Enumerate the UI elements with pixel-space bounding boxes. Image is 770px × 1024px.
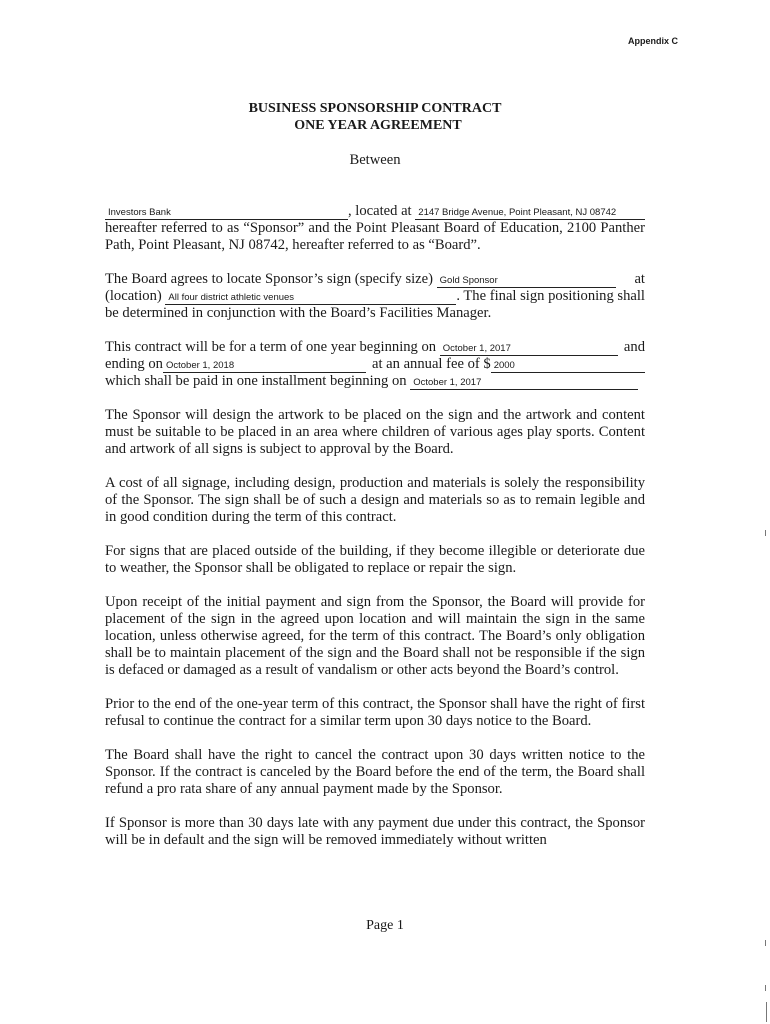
paragraph-placement: Upon receipt of the initial payment and sign from the Sponsor, the Board will provide for placement of the sign in the agreed upon location and will maintain the sign in the same location, unless otherwise agreed, for the term of this contract. The Board’s only obligation shall be to maintain placement of the sign and the Board shall not be responsible if the sign is defaced or damaged as a result of vandalism or other acts beyond the Board’s control. [105, 594, 645, 678]
location-field[interactable]: All four district athletic venues [165, 292, 456, 305]
scan-mark [765, 940, 766, 946]
installment-date-field[interactable]: October 1, 2017 [410, 377, 638, 390]
term-line [105, 339, 645, 356]
paragraph-cancel: The Board shall have the right to cancel the contract upon 30 days written notice to the Sponsor. If the contract is canceled by the Board before the end of the term, the Board shall refund a pro rata share of any annual payment made by the Sponsor. [105, 747, 645, 797]
paragraph-renewal: Prior to the end of the one-year term of this contract, the Sponsor shall have the right of first refusal to continue the contract for a similar term upon 30 days notice to the Board. [105, 696, 645, 729]
contract-title: BUSINESS SPONSORSHIP CONTRACT [248, 101, 502, 116]
positioning-text: . The final sign positioning shall [456, 288, 645, 304]
ending-on-text: ending on [105, 356, 163, 372]
installment-line [105, 373, 645, 390]
installment-text: which shall be paid in one installment beginning on [105, 373, 407, 389]
paragraph-facilities: be determined in conjunction with the Board’s Facilities Manager. [105, 305, 492, 321]
sponsor-address-field[interactable]: 2147 Bridge Avenue, Point Pleasant, NJ 08742 [415, 207, 645, 220]
scan-mark [765, 985, 766, 991]
term-text: This contract will be for a term of one year beginning on [105, 339, 437, 355]
sponsor-name-field[interactable]: Investors Bank [105, 207, 348, 220]
fee-text: at an annual fee of $ [371, 356, 491, 372]
scan-mark [766, 1002, 767, 1022]
located-at-text: , located at [348, 203, 412, 219]
location-line [105, 288, 645, 305]
contract-document [105, 100, 645, 849]
sponsor-line [105, 203, 645, 220]
and-text: and [623, 339, 645, 355]
start-date-field[interactable]: October 1, 2017 [440, 343, 618, 356]
between-label: Between [349, 152, 401, 168]
contract-subtitle: ONE YEAR AGREEMENT [294, 118, 462, 133]
paragraph-artwork: The Sponsor will design the artwork to be placed on the sign and the artwork and content must be suitable to be placed in an area where children of various ages play sports. Content and artwork of all signs is subject to approval by the Board. [105, 407, 645, 457]
scan-mark [765, 530, 766, 536]
paragraph-parties: hereafter referred to as “Sponsor” and the Point Pleasant Board of Education, 2100 Panther Path, Point Pleasant, NJ 08742, hereafter referred to as “Board”. [105, 220, 645, 253]
end-date-line [105, 356, 645, 373]
annual-fee-field[interactable]: 2000 [491, 360, 645, 373]
at-text: at [634, 271, 645, 287]
end-date-field[interactable]: October 1, 2018 [163, 360, 366, 373]
paragraph-default: If Sponsor is more than 30 days late with any payment due under this contract, the Sponsor will be in default and the sign will be removed immediately without written [105, 815, 645, 848]
paragraph-weather: For signs that are placed outside of the building, if they become illegible or deteriorate due to weather, the Sponsor shall be obligated to replace or repair the sign. [105, 543, 645, 576]
sign-size-text: The Board agrees to locate Sponsor’s sign (specify size) [105, 271, 433, 287]
appendix-label: Appendix C [627, 36, 678, 46]
paragraph-cost: A cost of all signage, including design, production and materials is solely the responsibility of the Sponsor. The sign shall be of such a design and materials so as to remain legible and in good condition during the term of this contract. [105, 475, 645, 525]
page-number: Page 1 [366, 918, 404, 933]
location-label: (location) [105, 288, 162, 304]
sign-size-line [105, 271, 645, 288]
sign-size-field[interactable]: Gold Sponsor [437, 275, 617, 288]
